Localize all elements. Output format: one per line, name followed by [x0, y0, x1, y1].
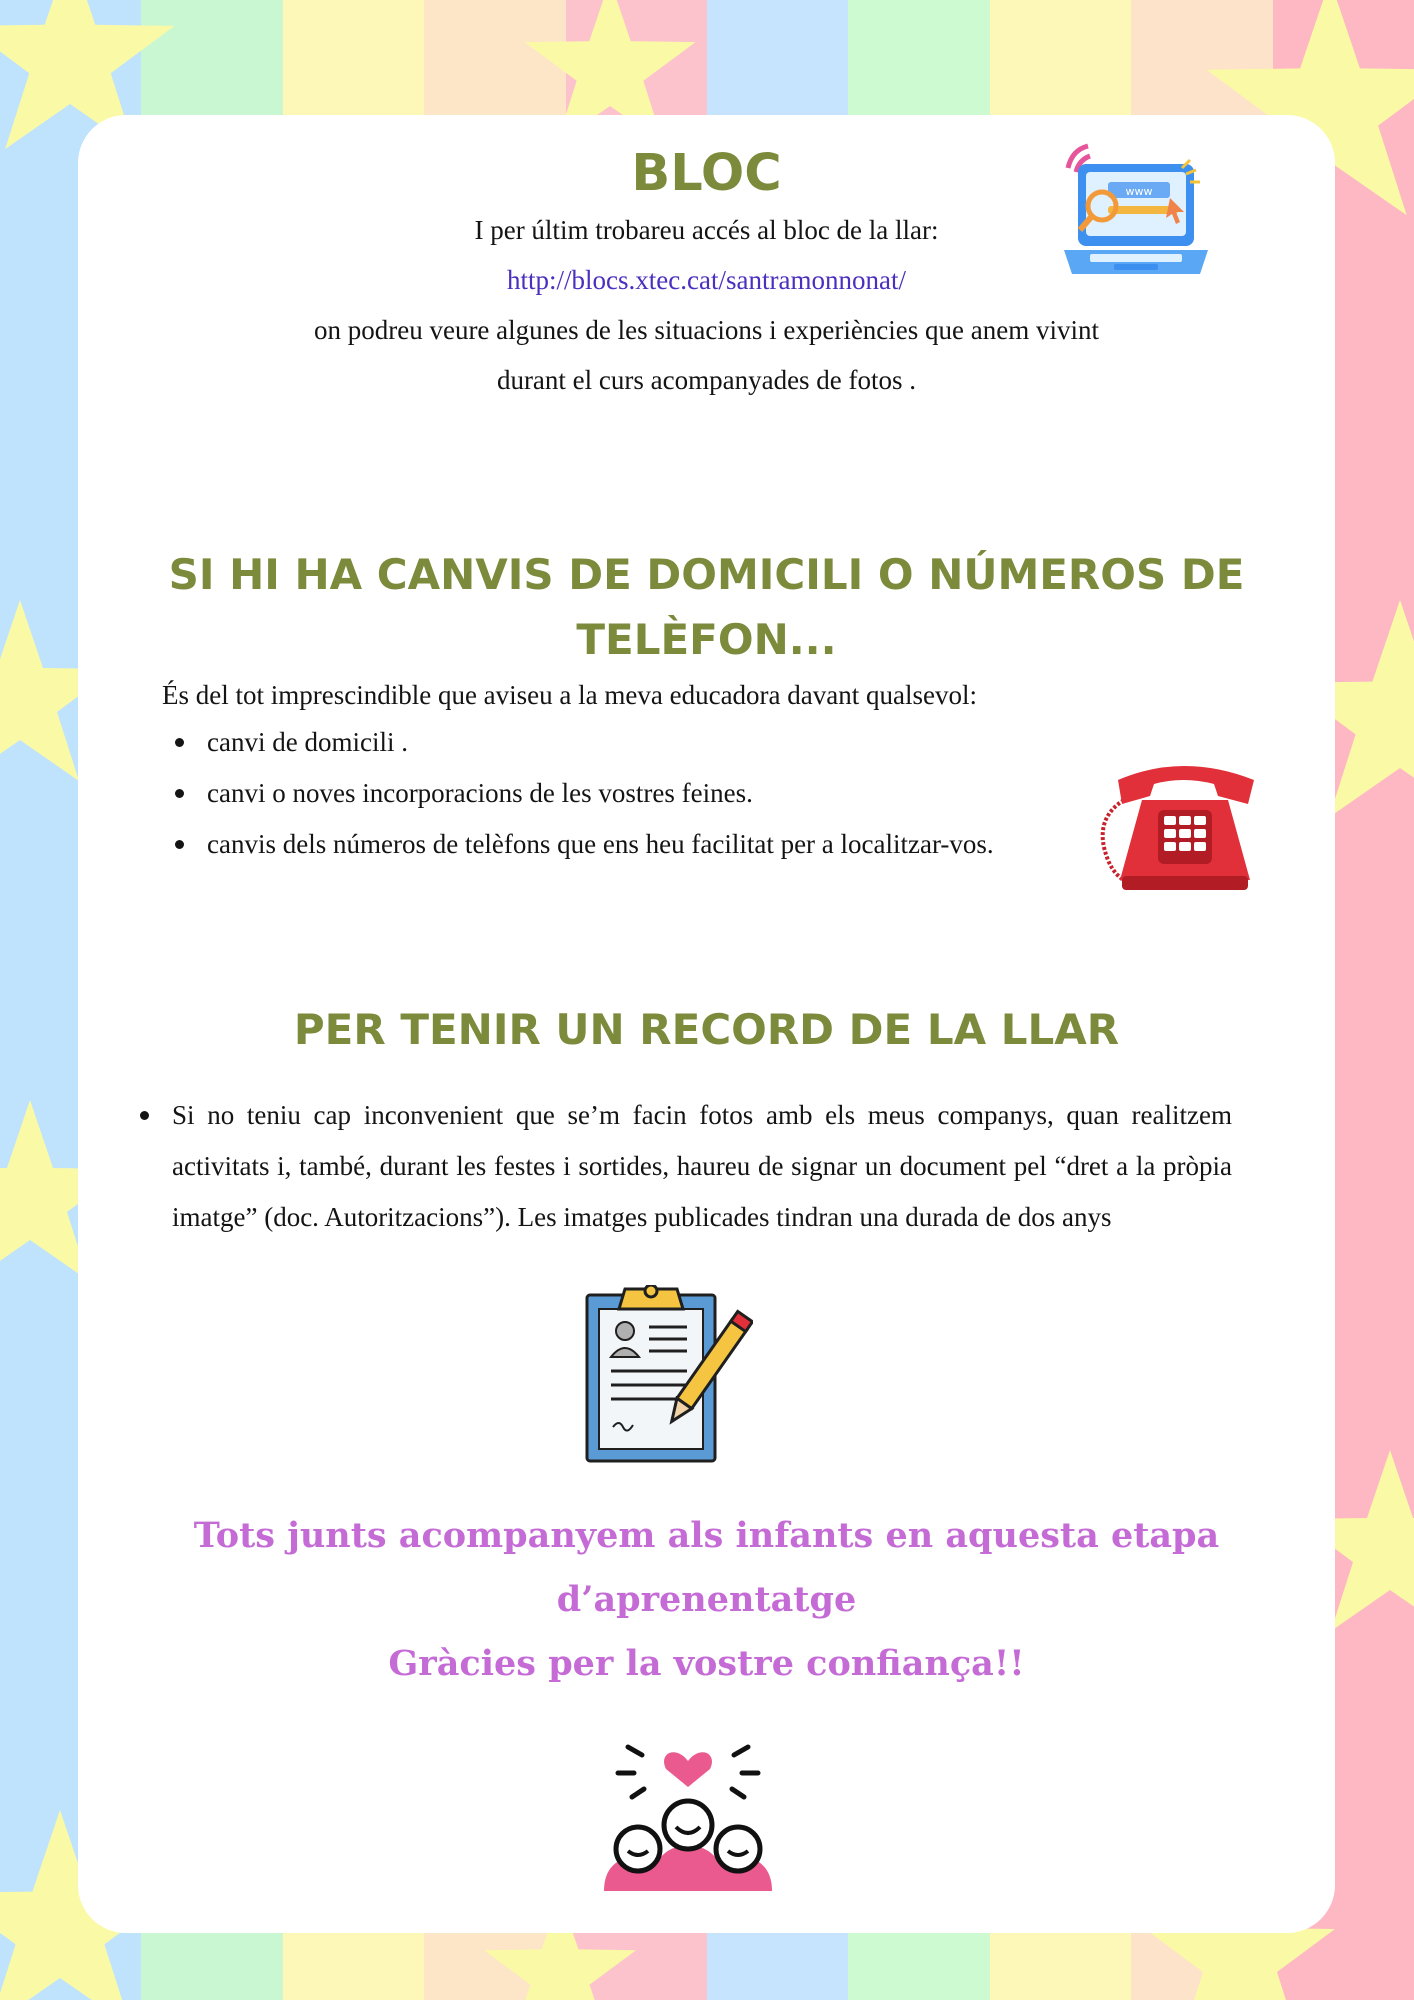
- telephone-icon: [1088, 760, 1278, 900]
- family-heart-icon: [598, 1727, 778, 1897]
- blog-description-line1: on podreu veure algunes de les situacions i experiències que anem vivint: [313, 315, 1099, 345]
- laptop-www-icon: [1050, 138, 1220, 308]
- list-item: canvi de domicili .: [175, 725, 994, 776]
- closing-line3: Gràcies per la vostre confiança!!: [388, 1643, 1025, 1684]
- list-item: canvis dels números de telèfons que ens heu facilitat per a localitzar-vos.: [175, 827, 994, 878]
- changes-list: [175, 725, 994, 878]
- changes-heading-line2: TELÈFON...: [576, 615, 837, 664]
- blog-intro: I per últim trobareu accés al bloc de la llar:: [474, 215, 939, 245]
- changes-heading-line1: SI HI HA CANVIS DE DOMICILI O NÚMEROS DE: [168, 550, 1245, 599]
- blog-heading: BLOC: [631, 144, 782, 203]
- blog-description-line2: durant el curs acompanyades de fotos .: [496, 365, 917, 395]
- clipboard-contract-icon: [583, 1285, 753, 1465]
- closing-line1: Tots junts acompanyem als infants en aquesta etapa: [193, 1515, 1220, 1556]
- blog-link[interactable]: http://blocs.xtec.cat/santramonnonat/: [507, 265, 906, 295]
- closing-line2: d’aprenentatge: [556, 1579, 857, 1620]
- content-card: [78, 115, 1335, 1933]
- list-item: canvi o noves incorporacions de les vostres feines.: [175, 776, 994, 827]
- laptop-www-text: www: [1125, 185, 1153, 198]
- memory-paragraph: Si no teniu cap inconvenient que se’m facin fotos amb els meus companys, quan realitzem activitats i, també, durant les festes i sortides, haureu de signar un document pel “dret a la pròpia imatge” (doc. Autoritzacions”). Les imatges publicades tindran una durada de dos anys: [140, 1090, 1232, 1243]
- memory-heading: PER TENIR UN RECORD DE LA LLAR: [293, 1005, 1120, 1054]
- changes-intro: És del tot imprescindible que aviseu a la meva educadora davant qualsevol:: [162, 680, 977, 710]
